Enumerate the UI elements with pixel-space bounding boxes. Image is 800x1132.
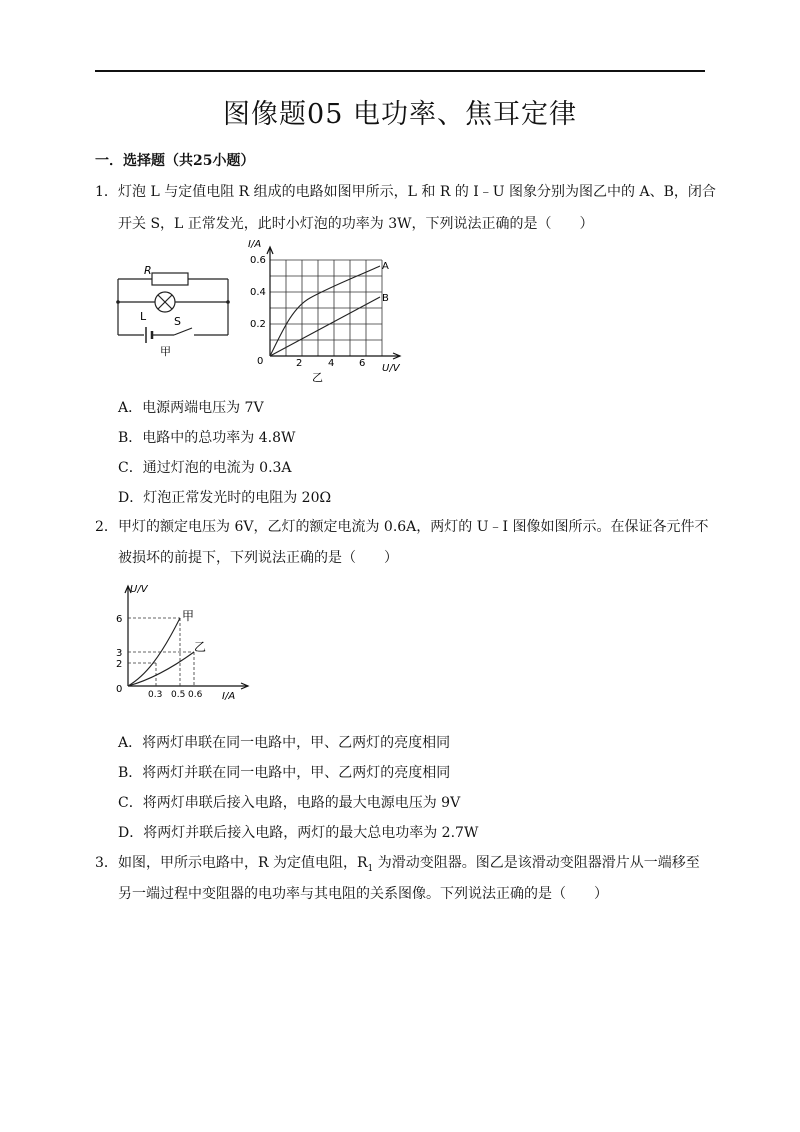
circuit-caption: 甲 (160, 345, 171, 358)
q2-option-b[interactable]: B．将两灯并联在同一电路中，甲、乙两灯的亮度相同 (118, 765, 451, 781)
x-tick: 4 (328, 358, 335, 369)
s-label: S (174, 315, 181, 328)
question-1-line-2: 开关 S，L 正常发光，此时小灯泡的功率为 3W，下列说法正确的是（ ） (118, 216, 594, 232)
question-3-line-1: 如图，甲所示电路中，R 为定值电阻，$R_1$ 为滑动变阻器。图乙是该滑动变阻器滑片从一端移至 (118, 855, 700, 874)
x-tick: 0.3 (148, 690, 163, 700)
curve-a-label: A (382, 261, 389, 272)
q1-circuit-diagram (108, 262, 248, 358)
x-tick: 6 (359, 358, 366, 369)
y-tick: 0.4 (250, 287, 266, 298)
r-label: R (144, 264, 152, 277)
q1-option-b[interactable]: B．电路中的总功率为 4.8W (118, 430, 296, 446)
q2-option-d[interactable]: D．将两灯并联后接入电路，两灯的最大总电功率为 2.7W (118, 825, 479, 841)
question-1-number: 1． (95, 184, 118, 200)
question-3-line-2: 另一端过程中变阻器的电功率与其电阻的关系图像。下列说法正确的是（ ） (118, 886, 608, 902)
resistor-r (152, 273, 188, 285)
q1-option-c[interactable]: C．通过灯泡的电流为 0.3A (118, 460, 292, 476)
section-heading: 一．选择题（共25小题） (95, 153, 255, 169)
origin-label: 0 (116, 684, 123, 695)
x-tick: 0.6 (188, 690, 203, 700)
y-axis-label: I/A (248, 239, 262, 250)
q1-option-a[interactable]: A．电源两端电压为 7V (118, 400, 264, 416)
y-tick: 2 (116, 659, 123, 670)
curve-yi (128, 652, 194, 686)
curve-b-label: B (382, 293, 389, 304)
curve-jia-label: 甲 (182, 609, 195, 623)
l-label: L (140, 310, 147, 323)
x-tick: 0.5 (171, 690, 186, 700)
q2-option-c[interactable]: C．将两灯串联后接入电路，电路的最大电源电压为 9V (118, 795, 461, 811)
question-1-line-1: 灯泡 L 与定值电阻 R 组成的电路如图甲所示，L 和 R 的 I﹣U 图象分别为图乙中的 A、B，闭合 (118, 184, 716, 200)
y-tick: 3 (116, 648, 123, 659)
curve-yi-label: 乙 (194, 640, 207, 654)
question-2-line-1: 甲灯的额定电压为 6V，乙灯的额定电流为 0.6A，两灯的 U﹣I 图像如图所示。在保证各元件不 (118, 519, 709, 535)
q1-option-d[interactable]: D．灯泡正常发光时的电阻为 20Ω (118, 490, 332, 506)
y-tick: 0.2 (250, 319, 266, 330)
q2-ui-graph (110, 578, 260, 703)
y-tick: 6 (116, 614, 123, 625)
q2-option-a[interactable]: A．将两灯串联在同一电路中，甲、乙两灯的亮度相同 (118, 735, 451, 751)
curve-b (270, 297, 380, 356)
graph-caption: 乙 (312, 371, 323, 384)
y-tick: 0.6 (250, 255, 266, 266)
x-axis-label: I/A (222, 691, 236, 702)
x-axis-label: U/V (382, 363, 400, 374)
page-title: 图像题05 电功率、焦耳定律 (223, 99, 577, 130)
y-axis-label: U/V (130, 584, 148, 595)
question-2-line-2: 被损坏的前提下，下列说法正确的是（ ） (118, 550, 398, 566)
header-rule (95, 70, 705, 72)
question-3-number: 3． (95, 855, 118, 871)
curve-a (270, 266, 380, 356)
origin-label: 0 (257, 356, 264, 367)
x-tick: 2 (296, 358, 303, 369)
question-2-number: 2． (95, 519, 118, 535)
q1-iu-graph (248, 238, 413, 386)
